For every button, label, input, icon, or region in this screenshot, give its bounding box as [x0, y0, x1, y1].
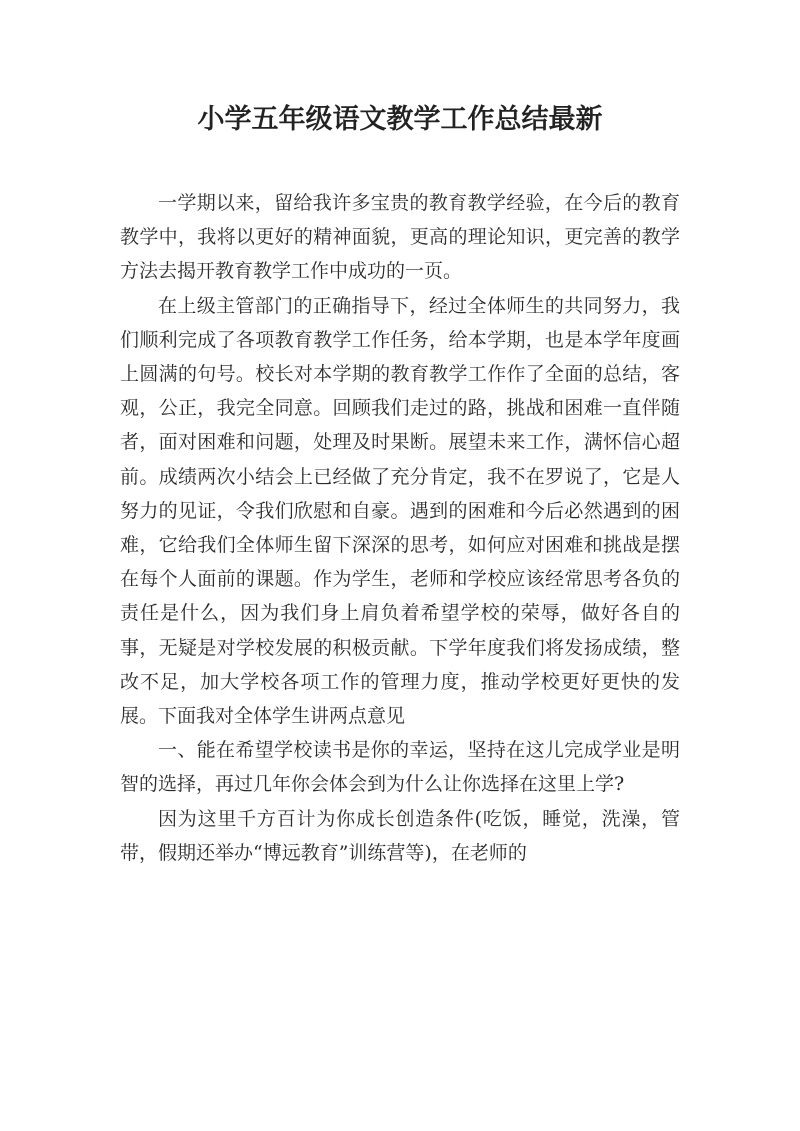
- paragraph-conditions: 因为这里千方百计为你成长创造条件(吃饭，睡觉，洗澡，管带，假期还举办“博远教育”训练营等)，在老师的: [120, 807, 680, 864]
- document-body: [120, 186, 680, 870]
- document-title: 小学五年级语文教学工作总结最新: [197, 104, 603, 135]
- paragraph-point-one: 一、能在希望学校读书是你的幸运，坚持在这儿完成学业是明智的选择，再过几年你会体会到为什么让你选择在这里上学?: [120, 739, 680, 796]
- paragraph-review: 在上级主管部门的正确指导下，经过全体师生的共同努力，我们顺利完成了各项教育教学工作任务，给本学期，也是本学年度画上圆满的句号。校长对本学期的教育教学工作作了全面的总结，客观，公正，我完全同意。回顾我们走过的路，挑战和困难一直伴随者，面对困难和问题，处理及时果断。展望未来工作，满怀信心超前。成绩两次小结会上已经做了充分肯定，我不在罗说了，它是人努力的见证，令我们欣慰和自豪。遇到的困难和今后必然遇到的困难，它给我们全体师生留下深深的思考，如何应对困难和挑战是摆在每个人面前的课题。作为学生，老师和学校应该经常思考各负的责任是什么，因为我们身上肩负着希望学校的荣辱，做好各自的事，无疑是对学校发展的积极贡献。下学年度我们将发扬成绩，整改不足，加大学校各项工作的管理力度，推动学校更好更快的发展。下面我对全体学生讲两点意见: [120, 294, 680, 728]
- paragraph-intro: 一学期以来，留给我许多宝贵的教育教学经验，在今后的教育教学中，我将以更好的精神面貌，更高的理论知识，更完善的教学方法去揭开教育教学工作中成功的一页。: [120, 192, 680, 283]
